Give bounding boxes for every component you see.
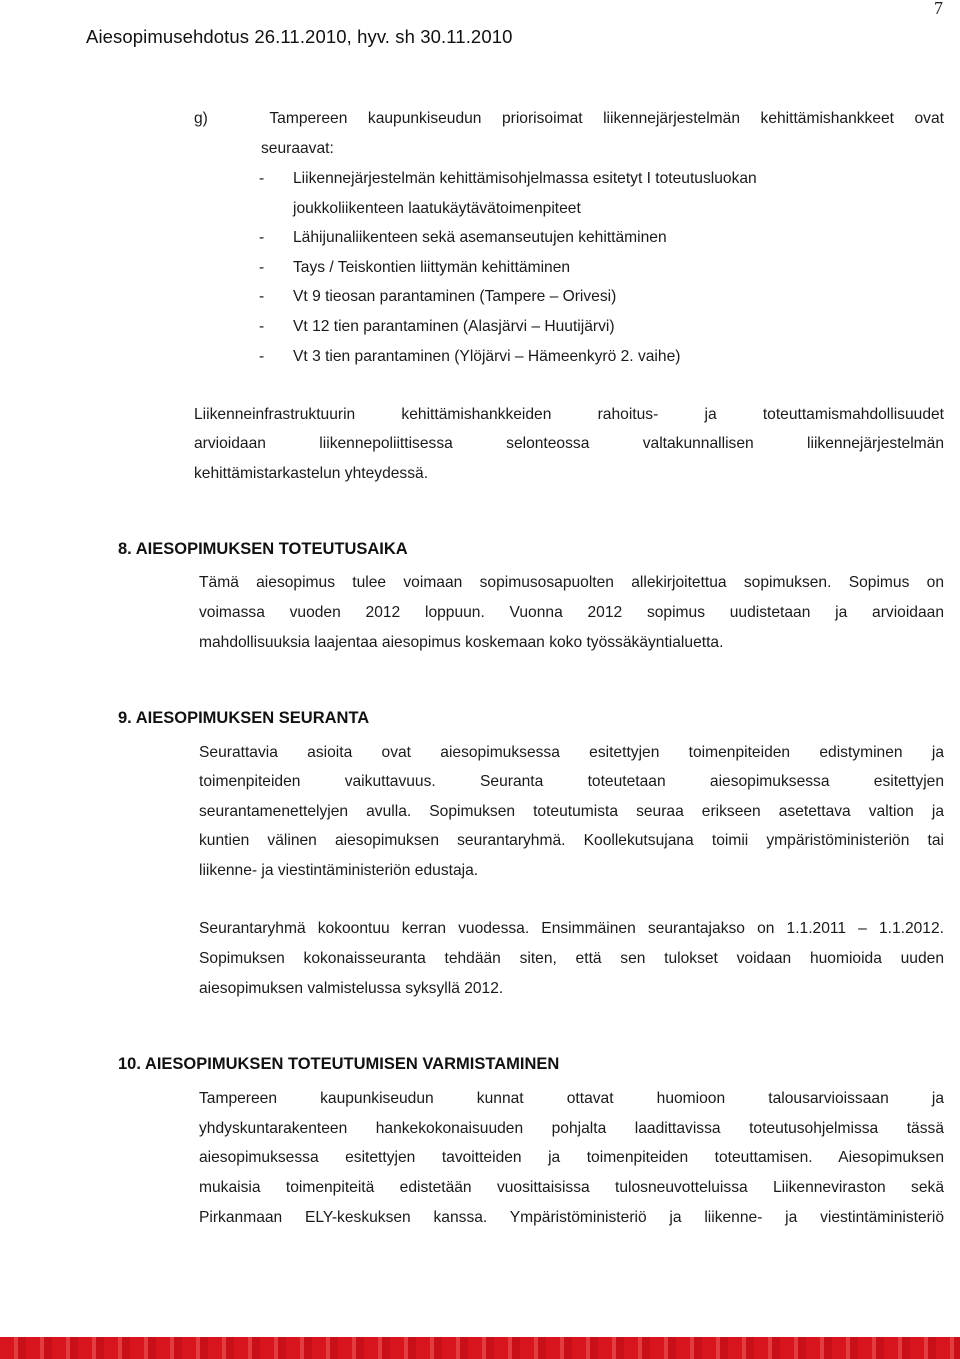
section-10-title: AIESOPIMUKSEN TOTEUTUMISEN VARMISTAMINEN <box>144 1055 560 1073</box>
section-g-paragraph-line: kehittämistarkastelun yhteydessä. <box>194 465 429 482</box>
list-dash: - <box>259 347 265 365</box>
section-g-intro-line2: seuraavat: <box>261 140 334 157</box>
section-10-line: Tampereen kaupunkiseudun kunnat ottavat huomioon talousarvioissaan ja <box>199 1090 944 1107</box>
section-9-para1-line: Seurattavia asioita ovat aiesopimuksessa esitettyjen toimenpiteiden edistyminen ja <box>199 744 944 761</box>
section-8-line: voimassa vuoden 2012 loppuun. Vuonna 2012 sopimus uudistetaan ja arvioidaan <box>199 604 944 621</box>
list-item: - Tays / Teiskontien liittymän kehittäminen <box>259 253 757 283</box>
section-8-line: mahdollisuuksia laajentaa aiesopimus koskemaan koko työssäkäyntialuetta. <box>199 634 724 651</box>
section-g-intro-line1: g) Tampereen kaupunkiseudun priorisoimat liikennejärjestelmän kehittämishankkeet ovat <box>194 110 944 127</box>
section-9-heading <box>118 707 369 729</box>
list-dash: - <box>259 258 265 276</box>
list-item: - Vt 9 tieosan parantaminen (Tampere – Orivesi) <box>259 282 757 312</box>
footer-bar <box>0 1337 960 1359</box>
section-9-number: 9. <box>118 709 132 727</box>
list-item: - Liikennejärjestelmän kehittämisohjelmassa esitetyt I toteutusluokan <box>259 164 757 194</box>
section-10-line: aiesopimuksessa esitettyjen tavoitteiden ja toimenpiteiden toteuttamisen. Aiesopimuksen <box>199 1149 944 1166</box>
section-10-heading <box>118 1053 559 1075</box>
list-item: - Vt 12 tien parantaminen (Alasjärvi – Huutijärvi) <box>259 312 757 342</box>
list-dash: - <box>259 170 265 187</box>
section-9-para1-line: kuntien välinen aiesopimuksen seurantaryhmä. Koollekutsujana toimii ympäristöministeriön tai <box>199 832 944 849</box>
section-10-number: 10. <box>118 1055 141 1073</box>
section-9-para2-line: Sopimuksen kokonaisseuranta tehdään siten, että sen tulokset voidaan huomioida uuden <box>199 950 944 967</box>
priority-projects-list <box>259 164 757 371</box>
list-item: - Vt 3 tien parantaminen (Ylöjärvi – Hämeenkyrö 2. vaihe) <box>259 342 757 372</box>
section-10-line: Pirkanmaan ELY-keskuksen kanssa. Ympäristöministeriö ja liikenne- ja viestintäministeriö <box>199 1209 944 1226</box>
list-item-continuation: joukkoliikenteen laatukäytävätoimenpiteet <box>293 199 581 217</box>
section-g-paragraph-line: arvioidaan liikennepoliittisessa selonteossa valtakunnallisen liikennejärjestelmän <box>194 435 944 452</box>
section-9-title: AIESOPIMUKSEN SEURANTA <box>135 709 370 727</box>
section-8-heading <box>118 538 408 560</box>
section-9-para1-line: liikenne- ja viestintäministeriön edustaja. <box>199 862 479 879</box>
list-item: - Lähijunaliikenteen sekä asemanseutujen kehittäminen <box>259 223 757 253</box>
section-10-line: yhdyskuntarakenteen hankekokonaisuuden pohjalta laadittavissa toteutusohjelmissa tässä <box>199 1120 944 1137</box>
section-g-paragraph-line: Liikenneinfrastruktuurin kehittämishankkeiden rahoitus- ja toteuttamismahdollisuudet <box>194 406 944 423</box>
list-dash: - <box>259 229 265 247</box>
section-9-para2-line: aiesopimuksen valmistelussa syksyllä 2012. <box>199 980 504 997</box>
page-number: 7 <box>934 0 943 18</box>
section-8-line: Tämä aiesopimus tulee voimaan sopimusosapuolten allekirjoitettua sopimuksen. Sopimus on <box>199 574 944 591</box>
section-8-title: AIESOPIMUKSEN TOTEUTUSAIKA <box>135 540 408 558</box>
section-10-line: mukaisia toimenpiteitä edistetään vuosittaisissa tulosneuvotteluissa Liikenneviraston sekä <box>199 1179 944 1196</box>
list-dash: - <box>259 288 265 306</box>
section-9-para2-line: Seurantaryhmä kokoontuu kerran vuodessa. Ensimmäinen seurantajakso on 1.1.2011 – 1.1.2012. <box>199 920 944 937</box>
section-9-para1-line: seurantamenettelyjen avulla. Sopimuksen toteutumista seuraa erikseen asetettava valtion ja <box>199 803 944 820</box>
section-9-para1-line: toimenpiteiden vaikuttavuus. Seuranta toteutetaan aiesopimuksessa esitettyjen <box>199 773 944 790</box>
header-title: Aiesopimusehdotus 26.11.2010, hyv. sh 30.11.2010 <box>86 26 513 47</box>
section-8-number: 8. <box>118 540 132 558</box>
list-dash: - <box>259 317 265 335</box>
